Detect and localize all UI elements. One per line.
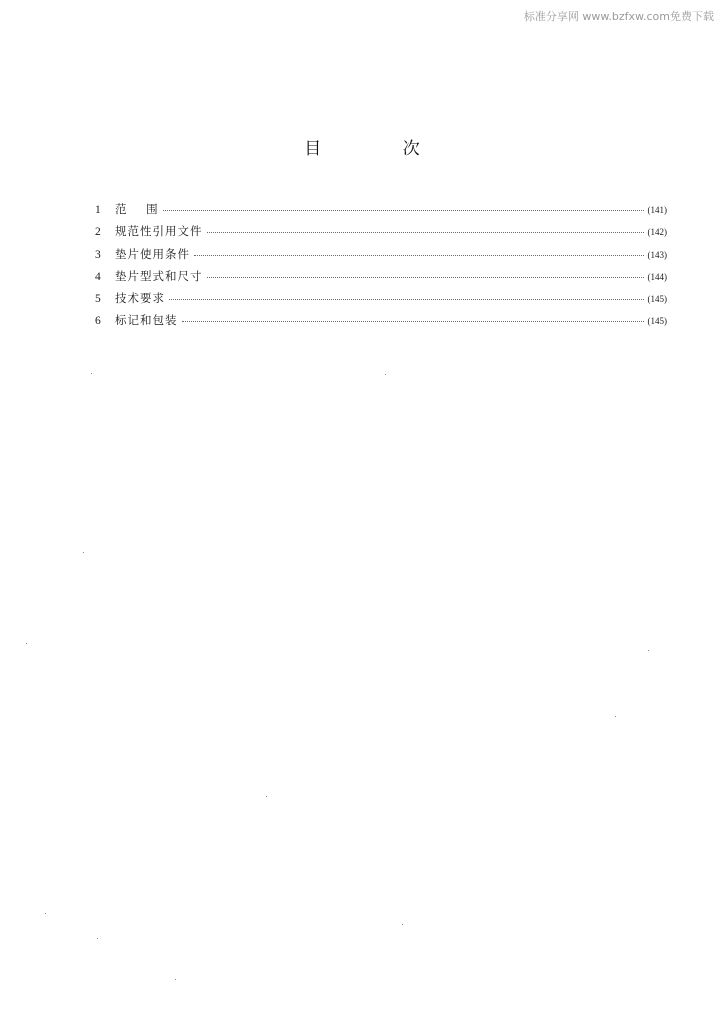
page-title: 目 次 [304, 139, 458, 159]
toc-number: 6 [95, 315, 101, 328]
scan-speck [648, 650, 649, 651]
scan-speck [385, 374, 386, 375]
table-of-contents [95, 201, 667, 335]
toc-row[interactable] [95, 268, 667, 290]
toc-row[interactable] [95, 223, 667, 245]
scan-speck [402, 924, 403, 925]
scan-speck [97, 938, 98, 939]
toc-title: 垫片型式和尺寸 [115, 268, 203, 283]
toc-row[interactable] [95, 201, 667, 223]
toc-page-number: (144) [647, 271, 667, 282]
scan-speck [26, 643, 27, 644]
scan-speck [91, 373, 92, 374]
toc-leader-dots [163, 210, 644, 211]
toc-leader-dots [207, 277, 644, 278]
toc-page-number: (145) [647, 316, 667, 327]
toc-leader-dots [194, 255, 644, 256]
toc-title: 标记和包装 [115, 313, 178, 328]
toc-page-number: (142) [647, 227, 667, 238]
toc-title: 规范性引用文件 [115, 224, 203, 239]
toc-number: 3 [95, 248, 101, 261]
scan-speck [266, 796, 267, 797]
toc-number: 4 [95, 270, 101, 283]
toc-page-number: (143) [647, 249, 667, 260]
toc-number: 2 [95, 226, 101, 239]
toc-title: 范 围 [115, 202, 159, 216]
toc-page-number: (141) [647, 205, 667, 215]
toc-leader-dots [182, 321, 644, 322]
toc-row[interactable] [95, 246, 667, 268]
scan-speck [83, 552, 84, 553]
toc-number: 1 [95, 204, 101, 216]
toc-leader-dots [207, 232, 644, 233]
scan-speck [615, 716, 616, 717]
toc-row[interactable] [95, 312, 667, 334]
toc-row[interactable] [95, 290, 667, 312]
scan-speck [45, 913, 46, 914]
toc-title: 技术要求 [115, 291, 165, 306]
watermark: 标准分享网 www.bzfxw.com免费下载 [523, 10, 714, 23]
scan-speck [175, 979, 176, 980]
toc-number: 5 [95, 293, 101, 306]
toc-page-number: (145) [647, 294, 667, 305]
toc-leader-dots [169, 299, 644, 300]
toc-title: 垫片使用条件 [115, 246, 190, 261]
